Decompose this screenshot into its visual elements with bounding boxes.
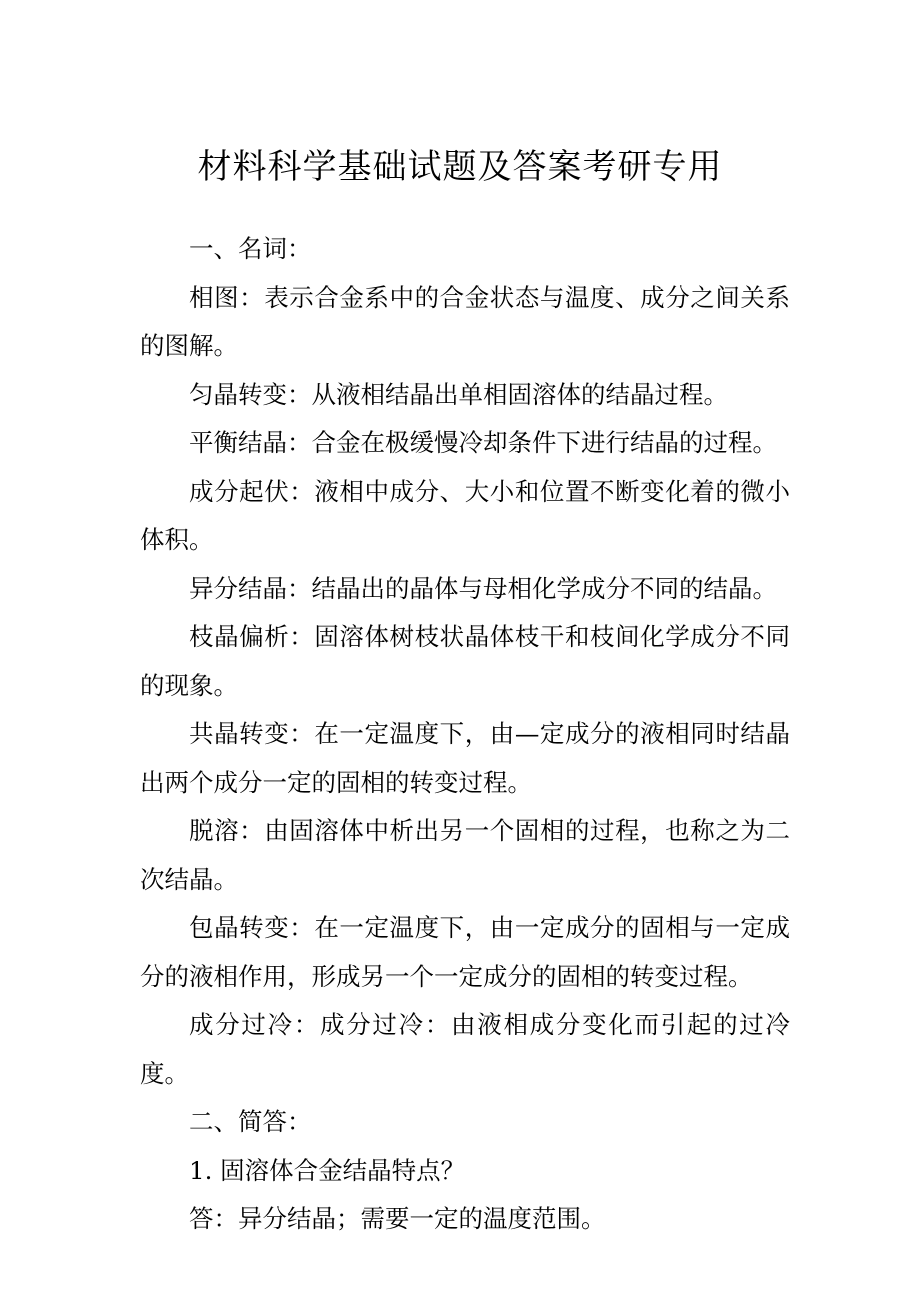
term-dendritic-segregation: 枝晶偏析：固溶体树枝状晶体枝干和枝间化学成分不同的现象。 [140, 622, 790, 700]
term-phase-diagram: 相图：表示合金系中的合金状态与温度、成分之间关系的图解。 [140, 282, 790, 360]
term-eutectic-transformation: 共晶转变：在一定温度下，由—定成分的液相同时结晶出两个成分一定的固相的转变过程。 [140, 719, 790, 797]
term-composition-fluctuation: 成分起伏：液相中成分、大小和位置不断变化着的微小体积。 [140, 476, 790, 554]
term-isomorphous-transformation: 匀晶转变：从液相结晶出单相固溶体的结晶过程。 [189, 379, 728, 409]
answer-1: 答：异分结晶；需要一定的温度范围。 [189, 1204, 606, 1233]
term-peritectic-transformation: 包晶转变：在一定温度下，由一定成分的固相与一定成分的液相作用，形成另一个一定成分的固相的转变过程。 [140, 913, 790, 991]
document-title: 材料科学基础试题及答案考研专用 [197, 147, 723, 187]
term-selective-crystallization: 异分结晶：结晶出的晶体与母相化学成分不同的结晶。 [189, 573, 777, 603]
term-precipitation: 脱溶：由固溶体中析出另一个固相的过程，也称之为二次结晶。 [140, 816, 790, 894]
section-heading-terms: 一、名词： [189, 234, 312, 263]
term-equilibrium-crystallization: 平衡结晶：合金在极缓慢冷却条件下进行结晶的过程。 [189, 428, 777, 457]
document-body [140, 225, 790, 1244]
term-constitutional-supercooling: 成分过冷：成分过冷：由液相成分变化而引起的过冷度。 [140, 1010, 790, 1088]
section-heading-short-answers: 二、简答： [189, 1107, 312, 1136]
question-1: 1. 固溶体合金结晶特点？ [189, 1155, 466, 1185]
